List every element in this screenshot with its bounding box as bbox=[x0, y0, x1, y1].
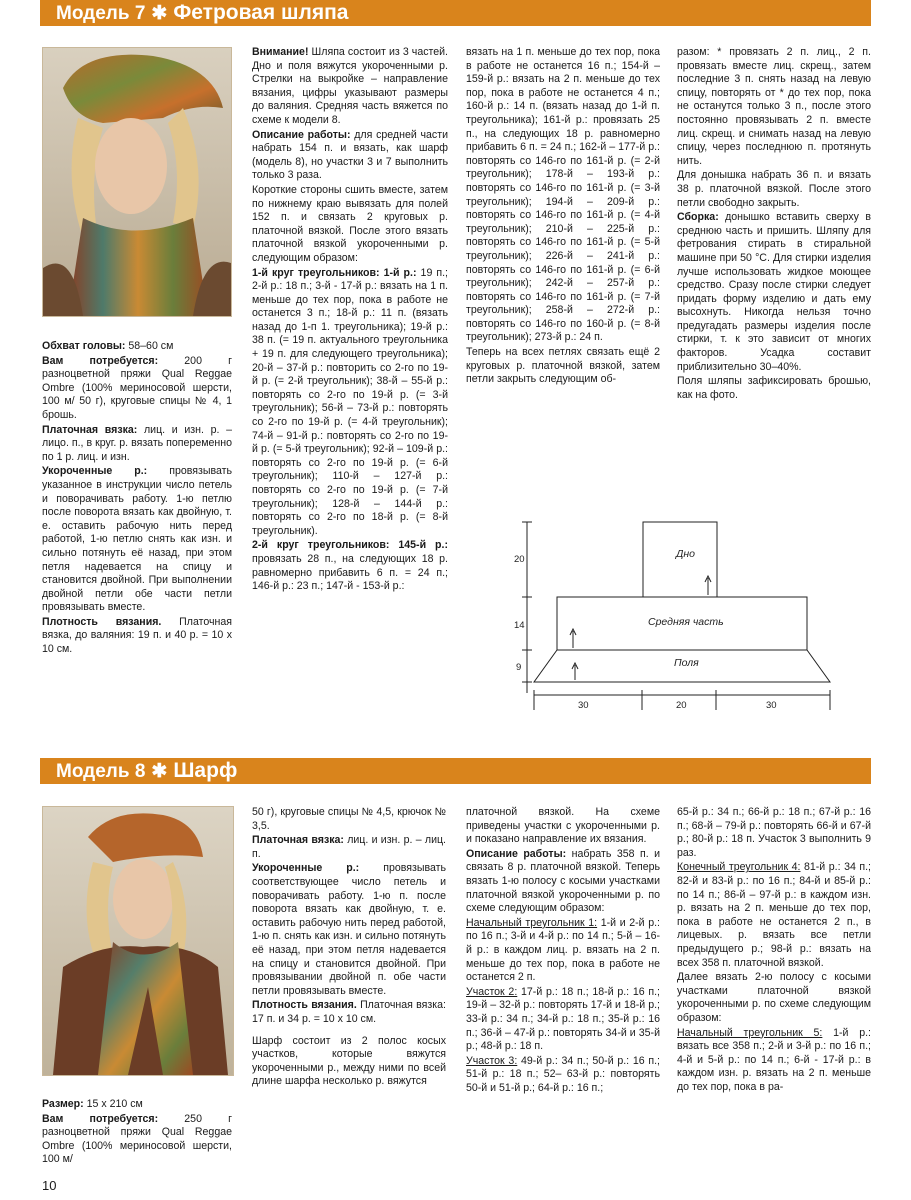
model8-column-1 bbox=[42, 1098, 232, 1168]
label: Размер: bbox=[42, 1098, 84, 1110]
text: 1-й и 2-й р.: по 16 п.; 3-й и 4-й р.: по 14 п.; 5-й – 16-й р.: в каждом лиц. р. вязать на 2 п. меньше до тех пор, пока в работе не останется 2 п. bbox=[466, 916, 660, 984]
text: Далее вязать 2-ю полосу с косыми участками платочной вязкой укороченными р. по схеме следующим образом: bbox=[677, 971, 871, 1024]
model8-column-3 bbox=[466, 806, 660, 1096]
paragraph bbox=[252, 46, 448, 128]
paragraph bbox=[466, 986, 660, 1054]
text: донышко вставить сверху в среднюю часть и пришить. Шляпу для фетрования стирать в стиральной машине при 50 °C. Для стирки изделия лучше использовать жидкое моющее средство. Сразу после стирки следует придать форму изделию и дать ему высохнуть. Никогда нельзя точно предугадать размеры изделия после стирки, т. к это зависит от многих факторов. Усадка составит приблизительно 30–40%. bbox=[677, 211, 871, 373]
model7-column-3 bbox=[466, 46, 660, 388]
label: Плотность вязания. bbox=[42, 615, 162, 628]
text: Теперь на всех петлях связать ещё 2 круговых р. платочной вязкой, затем петли закрыть следующим об- bbox=[466, 346, 660, 386]
dimension-label: 20 bbox=[676, 700, 687, 711]
text: Шарф состоит из 2 полос косых участков, которые вяжутся укороченными р., между ними по всей длине шарфа несколько р. вяжутся bbox=[252, 1034, 446, 1088]
text: 250 г разноцветной пряжи Qual Reggae Ombre (100% мериносовой шерсти, 100 м/ bbox=[42, 1112, 232, 1166]
crown-label: Дно bbox=[676, 548, 696, 560]
text: провязывать соответствующее число петель и поворачивать работу. 1-ю п. после поворота вязать как двойную, т. е. оставить рабочую нить перед работой, 1-ю п. снять как изн. и сильно потянуть её назад, при этом петля надевается на спицу и становится двойной. При провязывании двойной п. обе части петли провязывать вместе. bbox=[252, 862, 446, 997]
text: 50 г), круговые спицы № 4,5, крючок № 3,5. bbox=[252, 806, 446, 832]
text: Платочная вязка: 17 п. и 34 р. = 10 х 10 см. bbox=[252, 999, 446, 1025]
model7-header bbox=[40, 0, 871, 26]
text: для средней части набрать 154 п. и вязать, как шарф (модель 8), но участки 3 и 7 выполнить только 3 раза. bbox=[252, 128, 448, 182]
text: 17-й р.: 18 п.; 18-й р.: 16 п.; 19-й – 32-й р.: повторять 17-й и 18-й р.; 33-й р.: 34 п.; 34-й р.: 18 п.; 35-й р.: 16 п.; 36-й – 47-й р.: повторять 34-й и 35-й р.; 48-й р.: 18 п. bbox=[466, 985, 661, 1053]
dimension-label: 30 bbox=[766, 700, 777, 711]
model8-photo bbox=[42, 806, 234, 1076]
paragraph bbox=[677, 806, 871, 860]
paragraph bbox=[42, 355, 232, 423]
dimension-label: 14 bbox=[514, 620, 525, 631]
label: Укороченные р.: bbox=[252, 862, 360, 875]
paragraph bbox=[677, 375, 871, 402]
woman-in-hat-image bbox=[43, 48, 231, 316]
model8-column-2 bbox=[252, 806, 446, 1090]
label: Укороченные р.: bbox=[42, 465, 148, 478]
model7-photo bbox=[42, 47, 232, 317]
paragraph bbox=[42, 424, 232, 465]
paragraph bbox=[677, 971, 871, 1025]
text: Короткие стороны сшить вместе, затем по нижнему краю вывязать для полей 152 п. и связать 2 круговых р. платочной вязкой. После этого вязать платочной вязкой укороченными р. следующим образом: bbox=[252, 183, 448, 264]
paragraph bbox=[42, 1113, 232, 1167]
star-icon: ✱ bbox=[151, 761, 168, 782]
paragraph bbox=[42, 465, 232, 615]
paragraph bbox=[252, 184, 448, 266]
label: Внимание! bbox=[252, 46, 309, 58]
text: 15 х 210 см bbox=[83, 1098, 143, 1110]
star-icon: ✱ bbox=[151, 3, 168, 24]
paragraph bbox=[42, 340, 232, 354]
paragraph bbox=[466, 917, 660, 985]
text: Поля шляпы зафиксировать брошью, как на фото. bbox=[677, 375, 871, 401]
paragraph bbox=[252, 999, 446, 1026]
paragraph bbox=[677, 1027, 871, 1095]
paragraph bbox=[252, 834, 446, 861]
label: Платочная вязка: bbox=[42, 423, 138, 436]
paragraph bbox=[466, 46, 660, 345]
text: 49-й р.: 34 п.; 50-й р.: 16 п.; 51-й р.: 18 п.; 52– 63-й р.: повторять 50-й и 51-й р.; 64-й р.: 16 п.; bbox=[466, 1054, 661, 1094]
text: 58–60 см bbox=[125, 340, 174, 352]
text: набрать 358 п. и связать 8 р. платочной вязкой. Теперь вязать 1-ю полосу с косыми участками платочной вязкой укороченными р. по схеме следующим образом: bbox=[466, 847, 661, 915]
text: 19 п.; 2-й р.: 18 п.; 3-й - 17-й р.: вязать на 1 п. меньше до тех пор, пока в работе не останется 3 п.; 18-й р.: 11 п. (вязать назад до 1-п 1. треугольника); 19-й р.: 38 п. (= 19 п. актуального треугольника + 19 п. для следующего треугольника); 20-й – 37-й р.: повторить со 2-го по 19-й р. (= 2-й треугольник); 38-й – 55-й р.: повторять со 2-го по 19-й р. (= 3-й треугольник); 56-й – 73-й р.: повторять со 2-го по 19-й р. (= 4-й треугольник); 74-й – 91-й р.: повторять со 2-го по 19-й р. (= 5-й треугольник); 92-й – 109-й р.: повторять со 2-го по 19-й р. (= 6-й треугольник); 110-й – 127-й р.: повторять со 2-го по 19-й р. (= 7-й треугольник); 128-й – 144-й р.: повторять со 2-го по 18-й р. (= 8-й треугольник). bbox=[252, 266, 448, 537]
paragraph bbox=[677, 211, 871, 374]
label: 2-й круг треугольников: 145-й р.: bbox=[252, 539, 448, 552]
paragraph bbox=[252, 862, 446, 998]
label: Описание работы: bbox=[252, 128, 351, 141]
paragraph bbox=[466, 848, 660, 916]
underlined-heading: Начальный треугольник 5: bbox=[677, 1026, 823, 1039]
model7-number: Модель 7 bbox=[56, 3, 146, 24]
model8-header bbox=[40, 758, 871, 784]
text: провязать 28 п., на следующих 18 р. равномерно прибавить 6 п. = 24 п.; 146-й р.: 23 п.; 147-й - 153-й р.: bbox=[252, 552, 448, 593]
label: Вам потребуется: bbox=[42, 1112, 159, 1125]
underlined-heading: Начальный треугольник 1: bbox=[466, 916, 598, 929]
dimension-label: 30 bbox=[578, 700, 589, 711]
paragraph bbox=[252, 806, 446, 833]
model8-title: Шарф bbox=[173, 759, 238, 782]
paragraph bbox=[466, 806, 660, 847]
paragraph bbox=[466, 1055, 660, 1096]
paragraph bbox=[42, 1098, 232, 1112]
text: платочной вязкой. На схеме приведены участки с укороченными р. и показано направление их вязания. bbox=[466, 806, 660, 846]
hat-pattern-diagram bbox=[500, 510, 845, 720]
label: Сборка: bbox=[677, 211, 719, 224]
text: Шляпа состоит из 3 частей. Дно и поля вяжутся укороченными р. Стрелки на выкройке – направление вязания, цифры указывают размеры до валяния. Средняя часть вяжется по схеме к модели 8. bbox=[252, 46, 448, 126]
label: Платочная вязка: bbox=[252, 834, 344, 847]
paragraph bbox=[677, 169, 871, 210]
text: вязать на 1 п. меньше до тех пор, пока в работе не останется 16 п.; 154-й – 159-й р.: вязать на 2 п. меньше до тех пор, пока в работе не останется 4 п.; 160-й р.: 14 п. (вязать назад до 1-й п. треугольника); 161-й р.: провязать 25 п., на следующих 18 р. равномерно прибавить 6 п. = 24 п.; 162-й – 177-й р.: повторять со 146-го по 161-й р. (= 2-й треугольник); 178-й – 193-й р.: повторять со 146-го по 161-й р. (= 3-й треугольник); 194-й – 209-й р.: повторять со 146-го по 161-й р. (= 4-й треугольник); 210-й – 225-й р.: повторять со 146-го по 161-й р. (= 5-й треугольник); 226-й – 241-й р.: повторять со 146-го по 161-й р. (= 6-й треугольник); 242-й – 257-й р.: повторять со 146-го по 161-й р. (= 7-й треугольник); 258-й – 272-й р.: повторять со 146-го по 160-й р. (= 8-й треугольник); 273-й р.: 24 п. bbox=[466, 46, 660, 344]
label: Плотность вязания. bbox=[252, 999, 357, 1012]
text: разом: * провязать 2 п. лиц., 2 п. провязать вместе лиц. скрещ., затем последние 3 п. снять назад на левую спицу, повторять от * до тех пор, пока не останутся только 3 п., после этого постоянно провязывать 2 п. вместе лиц. скрещ. и снимать назад на левую спицу, через последнюю п. протянуть нить. bbox=[677, 46, 871, 167]
text: провязывать указанное в инструкции число петель и поворачивать работу. 1-ю петлю после поворота вязать как двойную, т. е. оставить рабочую нить перед работой, 1-ю петлю снять как изн. и сильно потянуть её назад, при этом петля надевается на спицу и становится двойной. При выполнении двойной петли обе части петли провязывать вместе. bbox=[42, 465, 232, 614]
label: 1-й круг треугольников: 1-й р.: bbox=[252, 266, 417, 279]
text: Для донышка набрать 36 п. и вязать 38 р. платочной вязкой. После этого петли свободно закрыть. bbox=[677, 169, 871, 209]
paragraph bbox=[252, 539, 448, 593]
model7-column-1 bbox=[42, 340, 232, 658]
paragraph bbox=[252, 1035, 446, 1089]
text: 1-й р.: вязать все 358 п.; 2-й и 3-й р.: по 16 п.; 4-й и 5-й р.: по 14 п.; 6-й - 17-й р.: в каждом изн. р. вязать на 2 п. меньше до тех пор, пока в ра- bbox=[677, 1026, 871, 1093]
paragraph bbox=[252, 267, 448, 539]
model8-column-4 bbox=[677, 806, 871, 1095]
model7-title: Фетровая шляпа bbox=[173, 1, 349, 24]
page-number: 10 bbox=[42, 1178, 57, 1193]
underlined-heading: Участок 3: bbox=[466, 1054, 518, 1067]
label: Обхват головы: bbox=[42, 340, 126, 352]
dimension-label: 20 bbox=[514, 554, 525, 565]
paragraph bbox=[677, 861, 871, 970]
text: 65-й р.: 34 п.; 66-й р.: 18 п.; 67-й р.: 16 п.; 68-й – 79-й р.: повторять 66-й и 67-й р.; 80-й р.: 18 п. Участок 3 выполнить 9 раз. bbox=[677, 806, 871, 859]
text: 200 г разноцветной пряжи Qual Reggae Ombre (100% мериносовой шерсти, 100 м/ 50 г), круговые спицы № 4, 1 брошь. bbox=[42, 354, 232, 421]
text: лиц. и изн. р. – лиц. п. bbox=[252, 834, 446, 860]
underlined-heading: Участок 2: bbox=[466, 985, 518, 998]
brim-label: Поля bbox=[674, 657, 699, 669]
model8-number: Модель 8 bbox=[56, 761, 146, 782]
text: 81-й р.: 34 п.; 82-й и 83-й р.: по 16 п.; 84-й и 85-й р.: по 14 п.; 86-й – 97-й р.: в каждом изн. р. вязать на 2 п. меньше до тех пор, пока в работе не останется 2 п., в лицевых. р. вязать все петли предыдущего р.; 98-й р.: вязать на всех 358 п. платочной вязкой. bbox=[677, 861, 871, 969]
paragraph bbox=[252, 129, 448, 183]
dimension-label: 9 bbox=[516, 662, 522, 673]
paragraph bbox=[42, 616, 232, 657]
paragraph bbox=[677, 46, 871, 168]
underlined-heading: Конечный треугольник 4: bbox=[677, 861, 801, 874]
woman-with-scarf-image bbox=[43, 807, 233, 1075]
text: лиц. и изн. р. – лицо. п., в круг. р. вязать попеременно по 1 р. лиц. и изн. bbox=[42, 423, 232, 463]
text: Платочная вязка, до валяния: 19 п. и 40 р. = 10 х 10 см. bbox=[42, 615, 232, 656]
middle-label: Средняя часть bbox=[648, 616, 724, 628]
model7-column-2 bbox=[252, 46, 448, 595]
paragraph bbox=[466, 346, 660, 387]
model7-column-4 bbox=[677, 46, 871, 403]
label: Вам потребуется: bbox=[42, 354, 159, 367]
label: Описание работы: bbox=[466, 847, 567, 860]
